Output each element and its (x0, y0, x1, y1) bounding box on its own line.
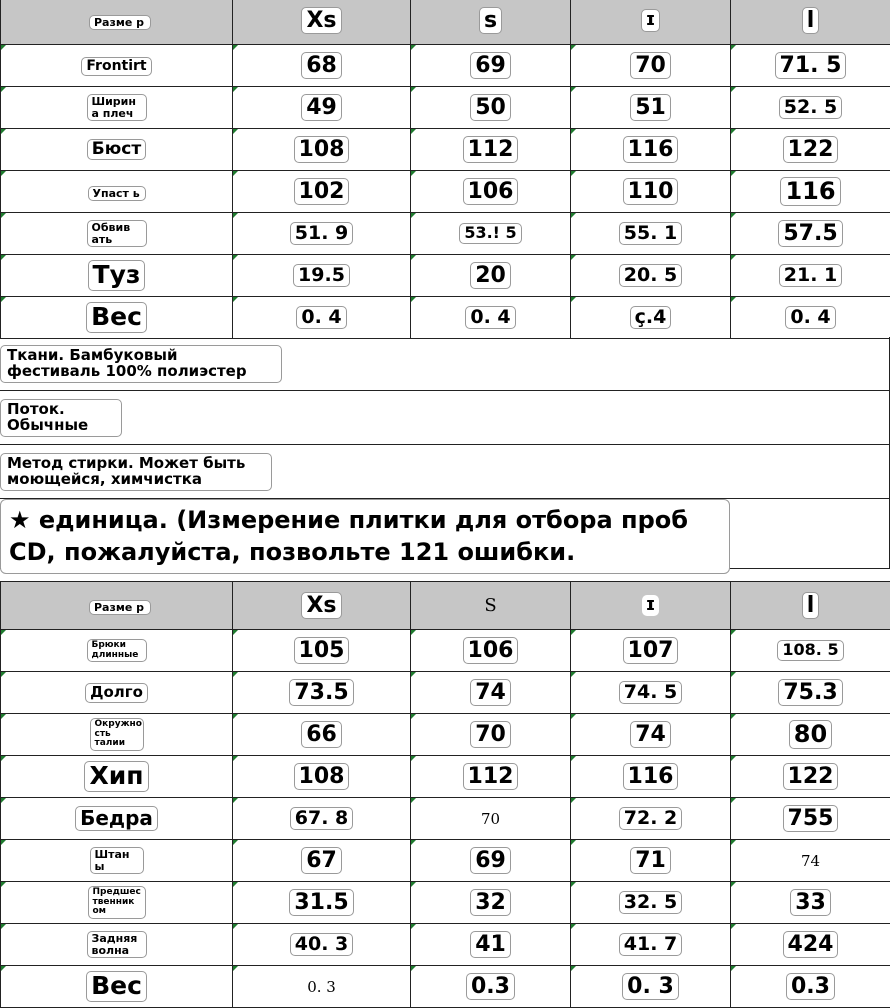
value-cell (731, 213, 890, 255)
row-label-cell (1, 255, 233, 297)
value: 71. 5 (775, 52, 847, 79)
value: 0.3 (786, 973, 835, 1000)
value-cell (233, 756, 411, 798)
value-cell (731, 840, 890, 882)
row-label: Бедра (75, 806, 158, 831)
value-cell (571, 87, 731, 129)
row-label-cell (1, 129, 233, 171)
row-label: Брюки длинные (87, 639, 147, 662)
value-cell (571, 882, 731, 924)
value-cell (731, 171, 890, 213)
value: 0. 4 (296, 306, 346, 330)
value: 80 (789, 720, 832, 749)
value-cell (233, 882, 411, 924)
value: 49 (301, 94, 342, 121)
value: 0. 4 (785, 306, 835, 330)
value: 20. 5 (619, 264, 683, 288)
fabric-text: Ткани. Бамбуковый фестиваль 100% полиэстер (0, 345, 282, 383)
table-row (1, 213, 890, 255)
value-cell (411, 129, 571, 171)
value-cell (233, 213, 411, 255)
size-label: Разме р (89, 600, 151, 616)
value-cell (731, 255, 890, 297)
value: 20 (470, 262, 511, 289)
value: 55. 1 (619, 222, 683, 246)
table-header-row (1, 0, 890, 45)
value-cell (411, 672, 571, 714)
value: 107 (623, 637, 679, 664)
row-label-cell (1, 87, 233, 129)
value-cell (571, 297, 731, 339)
value-cell (411, 255, 571, 297)
table-row (1, 924, 890, 966)
value-cell (411, 966, 571, 1008)
row-label-cell (1, 798, 233, 840)
header-size-cell (571, 582, 731, 630)
value: 72. 2 (619, 807, 683, 831)
row-label-cell (1, 297, 233, 339)
value-cell (233, 630, 411, 672)
value: 50 (470, 94, 511, 121)
value-cell (731, 966, 890, 1008)
info-row-flow (0, 391, 890, 445)
header-size-cell (233, 582, 411, 630)
row-label: Штан ы (90, 847, 144, 874)
size-s: S (484, 595, 496, 616)
table-row (1, 630, 890, 672)
row-label: Frontirt (81, 57, 151, 76)
size-xs: Xs (301, 7, 341, 34)
value-cell (411, 213, 571, 255)
row-label: Вес (86, 971, 147, 1001)
table-row (1, 171, 890, 213)
value-cell (233, 672, 411, 714)
value-cell (411, 756, 571, 798)
header-size-cell (411, 582, 571, 630)
header-label-cell (1, 582, 233, 630)
value-cell (233, 129, 411, 171)
value: 116 (623, 763, 679, 790)
value: 116 (623, 136, 679, 163)
value: ç.4 (630, 306, 672, 330)
value: 32 (470, 889, 511, 916)
value: 67 (301, 847, 342, 874)
value-cell (571, 45, 731, 87)
value-cell (571, 798, 731, 840)
value: 106 (463, 637, 519, 664)
value-cell (411, 45, 571, 87)
row-label-cell (1, 630, 233, 672)
table-row (1, 756, 890, 798)
value: 32. 5 (619, 891, 683, 915)
header-size-cell (571, 0, 731, 45)
value-cell (411, 297, 571, 339)
value: 41. 7 (619, 933, 683, 957)
value: 71 (630, 847, 671, 874)
value-cell (731, 87, 890, 129)
value-cell (411, 924, 571, 966)
size-l: l (802, 592, 820, 619)
value: 74 (630, 721, 671, 748)
value-cell (731, 882, 890, 924)
value: 40. 3 (290, 933, 354, 957)
value-cell (233, 840, 411, 882)
value: 424 (783, 931, 839, 958)
value: 33 (790, 889, 831, 916)
value-cell (571, 129, 731, 171)
bottom-size-table (0, 581, 890, 1008)
value-cell (571, 714, 731, 756)
row-label-cell (1, 672, 233, 714)
value: 51 (630, 94, 671, 121)
header-label-cell (1, 0, 233, 45)
value: 116 (780, 177, 840, 206)
size-l: l (802, 7, 820, 34)
value-cell (731, 45, 890, 87)
value: 110 (623, 178, 679, 205)
value-cell (233, 87, 411, 129)
note-row (0, 499, 890, 569)
row-label: Окружно сть талии (90, 718, 144, 750)
value-cell (731, 714, 890, 756)
value-cell (571, 630, 731, 672)
table-header-row (1, 582, 890, 630)
info-row-fabric (0, 337, 890, 391)
value: 70 (630, 52, 671, 79)
value-cell (571, 255, 731, 297)
header-size-cell (233, 0, 411, 45)
value-cell (411, 630, 571, 672)
value-cell (233, 171, 411, 213)
value-cell (571, 213, 731, 255)
value: 66 (301, 721, 342, 748)
row-label-cell (1, 171, 233, 213)
value: 57.5 (778, 220, 842, 247)
product-info (0, 337, 890, 569)
value: 112 (463, 763, 519, 790)
value: 70 (481, 810, 500, 828)
value: 53.! 5 (459, 223, 521, 244)
value: 122 (783, 136, 839, 163)
value-cell (731, 924, 890, 966)
value-cell (233, 45, 411, 87)
value-cell (571, 672, 731, 714)
row-label: Бюст (87, 139, 146, 161)
value: 67. 8 (290, 807, 354, 831)
row-label-cell (1, 714, 233, 756)
value-cell (571, 171, 731, 213)
value: 108 (294, 763, 350, 790)
value: 112 (463, 136, 519, 163)
value-cell (411, 171, 571, 213)
value-cell (731, 630, 890, 672)
row-label: Упаст ь (88, 186, 146, 202)
value: 0. 3 (307, 978, 336, 996)
row-label: Хип (84, 761, 148, 791)
value: 108. 5 (777, 640, 843, 661)
table-row (1, 714, 890, 756)
row-label: Долго (85, 683, 148, 703)
value-cell (411, 840, 571, 882)
row-label: Туз (88, 260, 146, 290)
row-label-cell (1, 882, 233, 924)
value: 69 (470, 847, 511, 874)
value-cell (411, 882, 571, 924)
value: 74. 5 (619, 681, 683, 705)
value: 106 (463, 178, 519, 205)
value: 105 (294, 637, 350, 664)
header-size-cell (731, 0, 890, 45)
table-row (1, 840, 890, 882)
row-label: Вес (86, 302, 147, 332)
table-row (1, 87, 890, 129)
value: 69 (470, 52, 511, 79)
table-row (1, 129, 890, 171)
value: 52. 5 (779, 96, 843, 120)
row-label: Задняя волна (87, 931, 147, 958)
flow-text: Поток. Обычные (0, 399, 122, 437)
value: 73.5 (289, 679, 353, 706)
size-xs: Xs (301, 592, 341, 619)
size-s: s (479, 7, 502, 34)
info-row-wash (0, 445, 890, 499)
value: 74 (470, 679, 511, 706)
value-cell (233, 924, 411, 966)
value-cell (411, 87, 571, 129)
value-cell (571, 756, 731, 798)
top-size-table (0, 0, 890, 339)
value-cell (411, 798, 571, 840)
header-size-cell (411, 0, 571, 45)
value-cell (233, 966, 411, 1008)
value: 68 (301, 52, 342, 79)
size-m: ɪ (642, 595, 660, 616)
value: 755 (783, 805, 839, 832)
value: 70 (470, 721, 511, 748)
wash-text: Метод стирки. Может быть моющейся, химчистка (0, 453, 272, 491)
value-cell (571, 966, 731, 1008)
row-label-cell (1, 924, 233, 966)
row-label: Предшес твенник ом (88, 886, 146, 918)
table-row (1, 798, 890, 840)
row-label-cell (1, 213, 233, 255)
value: 21. 1 (779, 264, 843, 288)
value: 0. 4 (465, 306, 515, 330)
row-label-cell (1, 966, 233, 1008)
header-size-cell (731, 582, 890, 630)
value-cell (731, 297, 890, 339)
row-label-cell (1, 756, 233, 798)
table-row (1, 672, 890, 714)
value: 51. 9 (290, 222, 354, 246)
value-cell (731, 672, 890, 714)
row-label: Обвив ать (87, 220, 147, 247)
row-label-cell (1, 45, 233, 87)
value: 75.3 (778, 679, 842, 706)
row-label: Ширин а плеч (87, 94, 147, 121)
value: 74 (801, 852, 820, 870)
value-cell (571, 924, 731, 966)
value-cell (731, 798, 890, 840)
table-row (1, 966, 890, 1008)
table-row (1, 297, 890, 339)
value: 19.5 (293, 264, 350, 288)
value: 41 (470, 931, 511, 958)
table-row (1, 255, 890, 297)
value: 108 (294, 136, 350, 163)
size-label: Разме р (89, 15, 151, 31)
value: 31.5 (289, 889, 353, 916)
value: 102 (294, 178, 350, 205)
measurement-note: ★ единица. (Измерение плитки для отбора проб CD, пожалуйста, позвольте 121 ошибки. (0, 499, 730, 574)
value-cell (571, 840, 731, 882)
size-m: ɪ (641, 9, 661, 32)
value-cell (731, 129, 890, 171)
table-row (1, 45, 890, 87)
value-cell (233, 798, 411, 840)
value: 0. 3 (622, 973, 679, 1000)
row-label-cell (1, 840, 233, 882)
value-cell (731, 756, 890, 798)
value-cell (233, 255, 411, 297)
value: 0.3 (466, 973, 515, 1000)
value-cell (411, 714, 571, 756)
value: 122 (783, 763, 839, 790)
value-cell (233, 714, 411, 756)
value-cell (233, 297, 411, 339)
table-row (1, 882, 890, 924)
